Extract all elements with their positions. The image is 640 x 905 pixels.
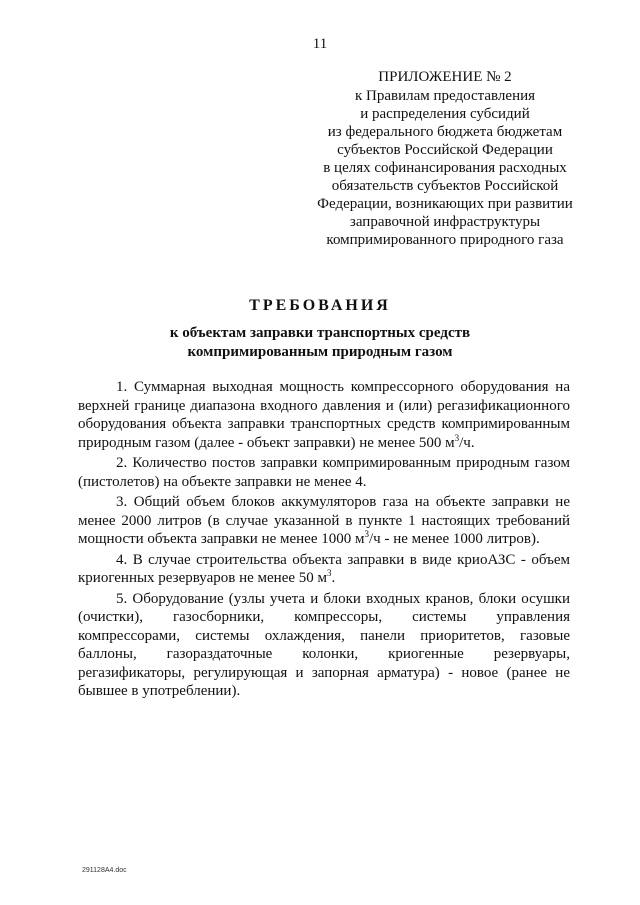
- appendix-line: субъектов Российской Федерации: [337, 142, 553, 158]
- superscript: 3: [454, 432, 460, 443]
- document-title: ТРЕБОВАНИЯ: [249, 297, 391, 314]
- appendix-line: заправочной инфраструктуры: [349, 214, 541, 230]
- superscript: 3: [327, 568, 332, 578]
- appendix-title: ПРИЛОЖЕНИЕ № 2: [378, 69, 512, 85]
- requirement-paragraph-4: [78, 551, 570, 588]
- requirement-paragraph-3: [78, 493, 570, 549]
- requirements-body: [78, 378, 570, 703]
- paragraph-tail: .: [331, 570, 336, 586]
- subtitle-line: к объектам заправки транспортных средств: [169, 325, 471, 341]
- appendix-line: Федерации, возникающих при развитии: [317, 196, 573, 212]
- requirement-paragraph-2: 2. Количество постов заправки компримированным природным газом (пистолетов) на объекте заправки не менее 4.: [78, 455, 570, 490]
- appendix-line: компримированного природного газа: [326, 232, 564, 248]
- file-name-footer: 291128А4.doc: [82, 867, 127, 874]
- appendix-block: [300, 68, 590, 249]
- paragraph-text: 1. Суммарная выходная мощность компрессорного оборудования на верхней границе диапазона входного давления и (или) регазификационного оборудования объекта заправки транспортных средств компримированным природным газом (далее - объект заправки) не менее 500 м: [78, 379, 570, 451]
- appendix-line: обязательств субъектов Российской: [331, 178, 559, 194]
- document-subtitle: [150, 324, 490, 362]
- subtitle-line: компримированным природным газом: [187, 344, 453, 360]
- appendix-line: и распределения субсидий: [360, 106, 530, 122]
- page-number: 11: [312, 36, 328, 52]
- paragraph-tail: /ч.: [459, 434, 475, 451]
- paragraph-tail: /ч - не менее 1000 литров).: [368, 531, 540, 547]
- appendix-line: к Правилам предоставления: [354, 88, 536, 104]
- paragraph-text: 3. Общий объем блоков аккумуляторов газа на объекте заправки не менее 2000 литров (в случае указанной в пункте 1 настоящих требований мощности объекта заправки не менее 1000 м: [78, 494, 570, 547]
- requirement-paragraph-1: [78, 378, 570, 452]
- requirement-paragraph-5: 5. Оборудование (узлы учета и блоки входных кранов, блоки осушки (очистки), газосборники, компрессоры, системы управления компрессорами, системы охлаждения, панели приоритетов, газовые баллоны, газораздаточные колонки, криогенные резервуары, регазификаторы, регулирующая и запорная арматура) - новое (ранее не бывшее в употреблении).: [78, 590, 570, 699]
- appendix-line: из федерального бюджета бюджетам: [327, 124, 563, 140]
- superscript: 3: [364, 529, 369, 539]
- paragraph-text: 4. В случае строительства объекта заправки в виде криоАЗС - объем криогенных резервуаров не менее 50 м: [78, 551, 570, 586]
- appendix-line: в целях софинансирования расходных: [323, 160, 567, 176]
